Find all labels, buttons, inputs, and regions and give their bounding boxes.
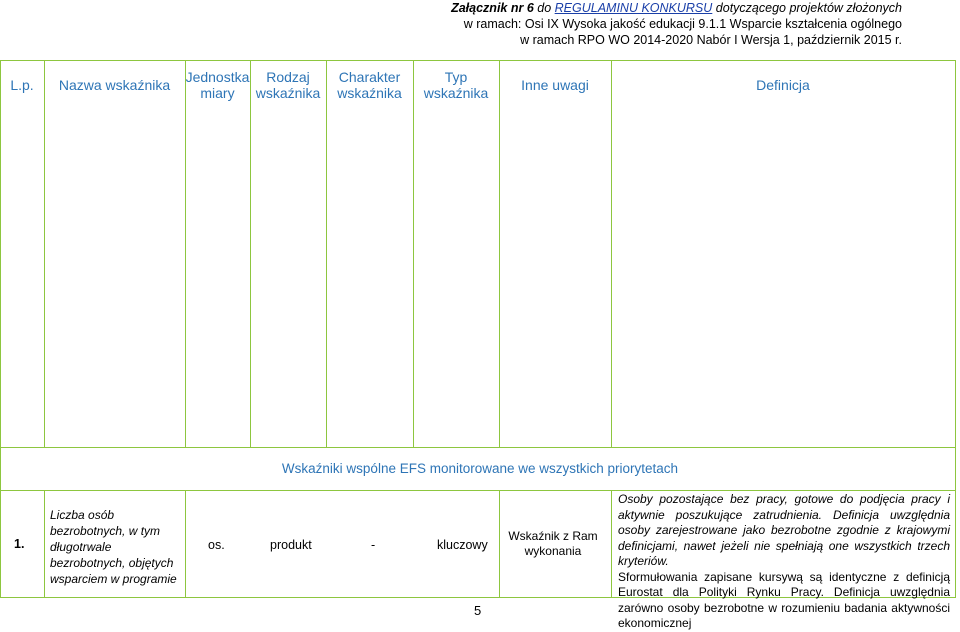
indicator-remarks: Wskaźnik z Ram wykonania bbox=[508, 529, 598, 558]
col-border-3 bbox=[250, 60, 251, 447]
col-border-8 bbox=[955, 60, 956, 597]
header-line-1-suffix: dotyczącego projektów złożonych bbox=[712, 1, 902, 15]
header-indicator-name: Nazwa wskaźnika bbox=[58, 77, 171, 93]
col-border-7 bbox=[611, 60, 612, 447]
section-title: Wskaźniki wspólne EFS monitorowane we wszystkich priorytetach bbox=[281, 461, 679, 476]
definition-italic: Osoby pozostające bez pracy, gotowe do podjęcia pracy i aktywnie poszukujące zatrudnienia. Definicja uwzględnia osoby zarejestrowane jako bezrobotne zgodnie z krajowymi definicjami, nawet jeżeli nie spełniają one wszystkich trzech kryteriów. bbox=[618, 492, 950, 568]
section-bottom-border bbox=[0, 490, 956, 491]
regulation-link[interactable]: REGULAMINU KONKURSU bbox=[554, 1, 713, 15]
header-unit: Jednostka miary bbox=[185, 69, 250, 101]
col-border-6 bbox=[499, 60, 500, 447]
section-top-border bbox=[0, 447, 956, 448]
definition-regular: Sformułowania zapisane kursywą są identyczne z definicją Eurostat dla Polityki Rynku Pracy. Definicja uwzględnia zarówno osoby bezrobotne w rozumieniu badania aktywności ekonomicznej bbox=[618, 569, 950, 630]
row-border-1 bbox=[44, 490, 45, 597]
attachment-number: Załącznik nr 6 bbox=[451, 1, 534, 15]
indicator-kind: produkt bbox=[270, 538, 312, 552]
col-border-5 bbox=[413, 60, 414, 447]
header-kind: Rodzaj wskaźnika bbox=[255, 69, 321, 101]
header-type: Typ wskaźnika bbox=[423, 69, 489, 101]
col-border-1 bbox=[44, 60, 45, 447]
header-line-3: w ramach RPO WO 2014-2020 Nabór I Wersja 1, październik 2015 r. bbox=[520, 33, 902, 47]
col-border-2 bbox=[185, 60, 186, 447]
row-number: 1. bbox=[14, 537, 25, 551]
header-line-2: w ramach: Osi IX Wysoka jakość edukacji 9.1.1 Wsparcie kształcenia ogólnego bbox=[463, 17, 902, 31]
header-character: Charakter wskaźnika bbox=[337, 69, 402, 101]
indicator-type: kluczowy bbox=[437, 538, 488, 552]
indicator-definition bbox=[618, 492, 950, 632]
indicator-name: Liczba osób bezrobotnych, w tym długotrwale bezrobotnych, objętych wsparciem w programie bbox=[50, 508, 177, 586]
row-border-7 bbox=[611, 490, 612, 597]
header-connector: do bbox=[533, 1, 555, 15]
indicator-character: - bbox=[371, 538, 376, 552]
header-remarks: Inne uwagi bbox=[521, 77, 589, 93]
header-definition: Definicja bbox=[756, 77, 810, 93]
col-border-4 bbox=[326, 60, 327, 447]
col-border-0 bbox=[0, 60, 1, 597]
indicator-unit: os. bbox=[208, 538, 225, 552]
header-lp: L.p. bbox=[10, 77, 34, 93]
table-top-border bbox=[0, 60, 956, 61]
row-border-6 bbox=[499, 490, 500, 597]
page-number: 5 bbox=[474, 603, 482, 618]
